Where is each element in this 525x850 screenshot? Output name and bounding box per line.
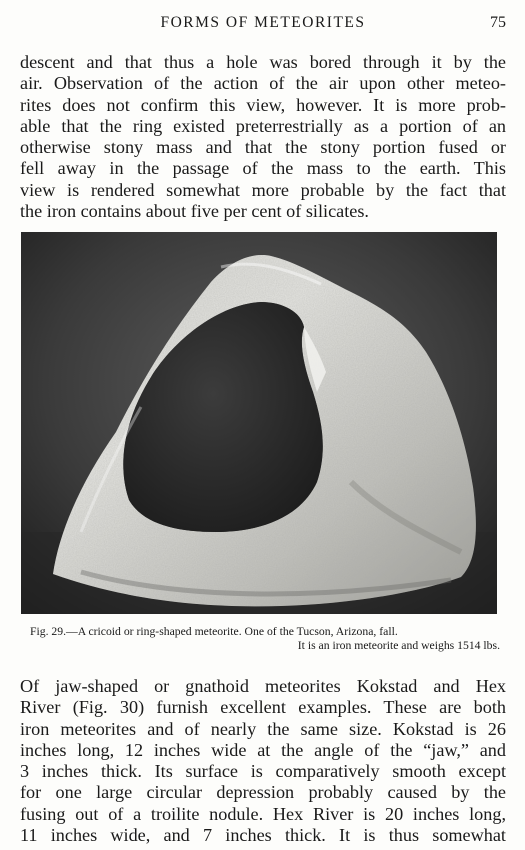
running-head: FORMS OF METEORITES — [160, 14, 366, 31]
paragraph-line: the iron contains about five per cent of silicates. — [20, 201, 369, 222]
figure-caption — [20, 625, 506, 653]
paragraph-2 — [20, 676, 506, 846]
paragraph-line: inches long, 12 inches wide at the angle of the “jaw,” and — [20, 739, 506, 760]
paragraph-line: 3 inches thick. Its surface is comparatively smooth except — [20, 761, 506, 782]
meteorite-photograph — [21, 232, 497, 614]
paragraph-line: fell away in the passage of the mass to the earth. This — [20, 158, 506, 179]
paragraph-line: Of jaw-shaped or gnathoid meteorites Kokstad and Hex — [20, 676, 506, 696]
paragraph-1 — [20, 52, 506, 222]
caption-line: It is an iron meteorite and weighs 1514 lbs. — [297, 639, 500, 652]
paragraph-line: able that the ring existed preterrestrially as a portion of an — [20, 115, 506, 136]
paragraph-line: 11 inches wide, and 7 inches thick. It is thus somewhat — [20, 825, 506, 846]
paragraph-line: River (Fig. 30) furnish excellent examples. These are both — [20, 697, 506, 718]
paragraph-line: otherwise stony mass and that the stony portion fused or — [20, 137, 506, 158]
paragraph-line: view is rendered somewhat more probable by the fact that — [20, 179, 506, 200]
paragraph-line: fusing out of a troilite nodule. Hex River is 20 inches long, — [20, 803, 506, 824]
page-header — [20, 14, 506, 36]
paragraph-line: descent and that thus a hole was bored through it by the — [20, 52, 506, 72]
paragraph-line: for one large circular depression probably caused by the — [20, 782, 506, 803]
page-number: 75 — [490, 14, 506, 31]
paragraph-line: iron meteorites and of nearly the same size. Kokstad is 26 — [20, 718, 506, 739]
paragraph-line: air. Observation of the action of the air upon other meteo- — [20, 73, 506, 94]
paragraph-line: rites does not confirm this view, however. It is more prob- — [20, 94, 506, 115]
caption-line: Fig. 29.—A cricoid or ring-shaped meteorite. One of the Tucson, Arizona, fall. — [30, 625, 398, 638]
